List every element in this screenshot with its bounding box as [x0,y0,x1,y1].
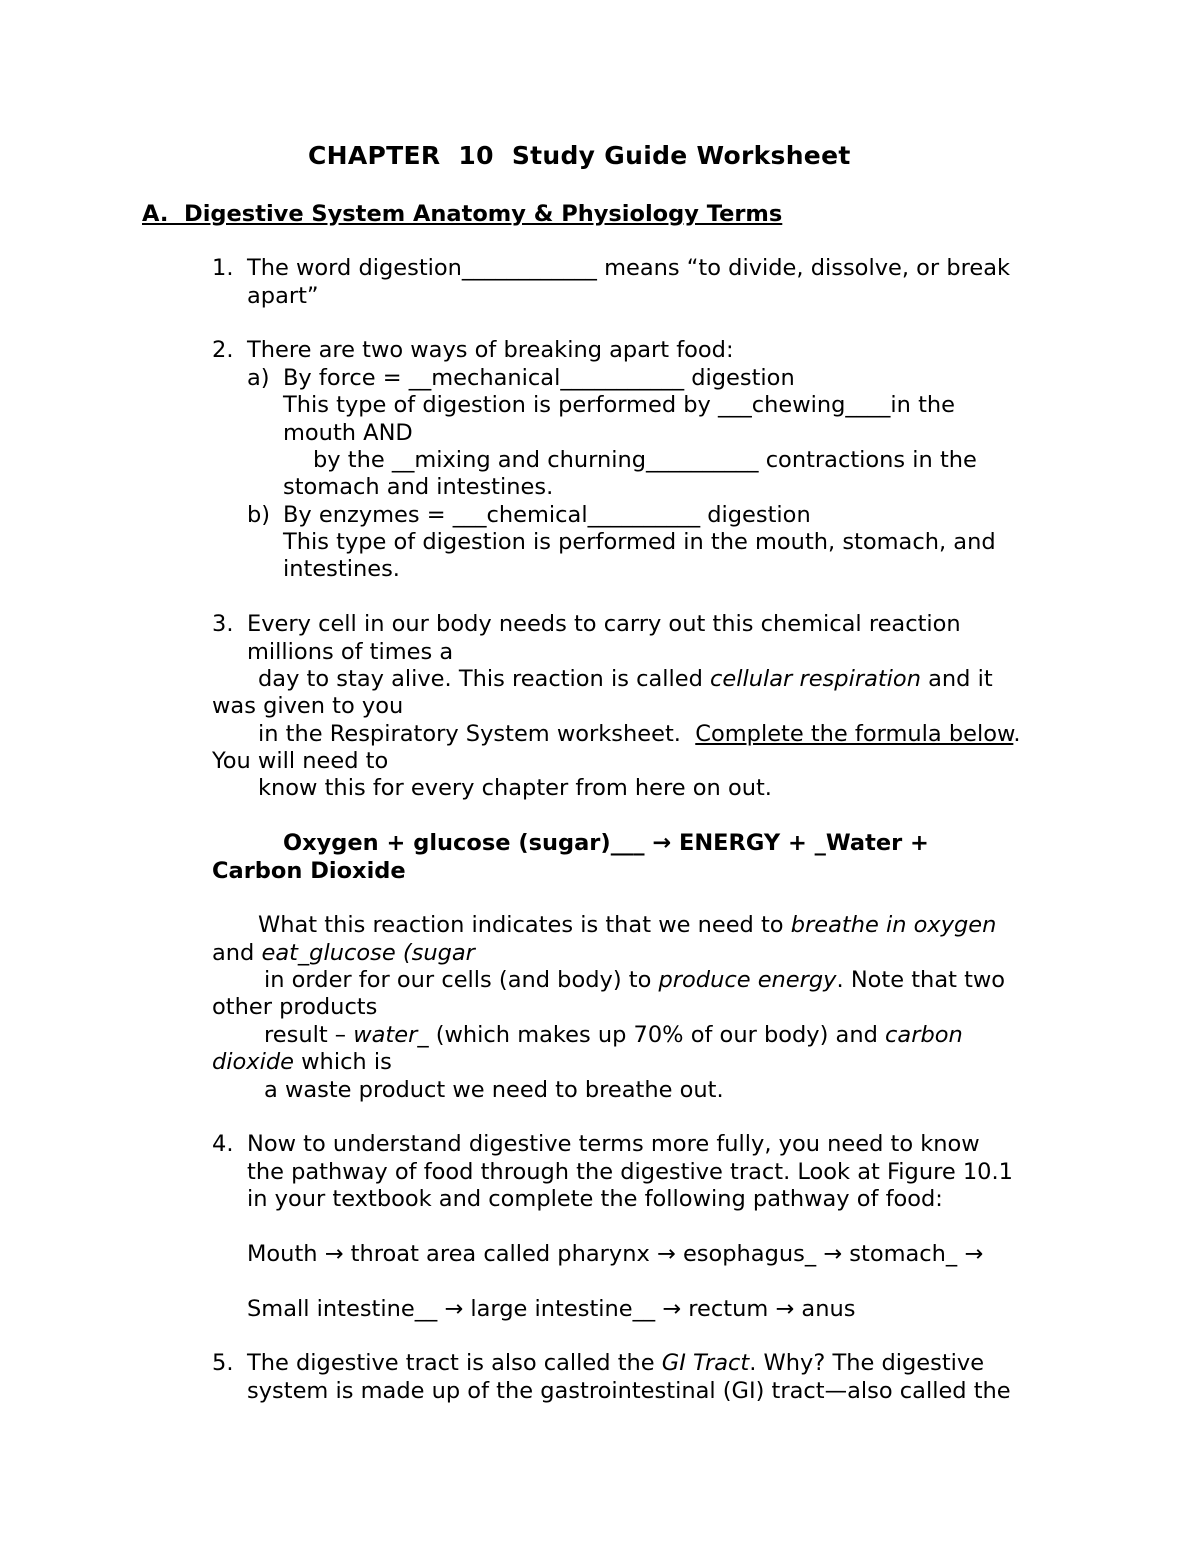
term-cellular-respiration: cellular respiration [710,666,921,692]
q2a-line2: This type of digestion is performed by ___chewing____in the [283,392,956,418]
q4-text-line1: Now to understand digestive terms more fully, you need to know [247,1131,980,1157]
q4-text-line2: the pathway of food through the digestive tract. Look at Figure 10.1 [247,1159,1013,1185]
q2-number: 2. [212,337,234,363]
q5-text-line2: system is made up of the gastrointestinal (GI) tract—also called the [247,1378,1011,1404]
q4-text-line3: in your textbook and complete the following pathway of food: [247,1186,943,1212]
q3-explanation-line6: dioxide which is [212,1049,392,1075]
respiration-formula-line1: Oxygen + glucose (sugar)___ → ENERGY + _Water + [283,830,929,856]
food-pathway-line2: Small intestine__ → large intestine__ → rectum → anus [247,1296,856,1322]
q1-text-line1: The word digestion____________ means “to divide, dissolve, or break [247,255,1011,281]
q3-explanation-line7: a waste product we need to breathe out. [264,1077,724,1103]
q5-text-line1: The digestive tract is also called the GI Tract. Why? The digestive [247,1350,985,1376]
q3-text-line6: You will need to [212,748,389,774]
page-title: CHAPTER 10 Study Guide Worksheet [308,141,851,170]
q2b-line2: This type of digestion is performed in the mouth, stomach, and [283,529,996,555]
q3-text-line5: in the Respiratory System worksheet. Complete the formula below. [258,721,1021,747]
respiration-formula-line2: Carbon Dioxide [212,858,406,884]
q3-text-line1: Every cell in our body needs to carry out this chemical reaction [247,611,961,637]
q5-number: 5. [212,1350,234,1376]
section-a-heading: A. Digestive System Anatomy & Physiology Terms [142,201,783,227]
q3-explanation-line4: other products [212,994,378,1020]
q3-text-line7: know this for every chapter from here on out. [258,775,772,801]
q3-explanation-line1: What this reaction indicates is that we need to breathe in oxygen [258,912,997,938]
q3-text-line3: day to stay alive. This reaction is called cellular respiration and it [258,666,993,692]
q1-number: 1. [212,255,234,281]
q4-number: 4. [212,1131,234,1157]
q2a-line5: stomach and intestines. [283,474,554,500]
q3-text-line2: millions of times a [247,639,454,665]
q3-number: 3. [212,611,234,637]
q2b-label: b) [247,502,271,528]
q2a-label: a) [247,365,270,391]
q2b-line1: By enzymes = ___chemical__________ digestion [283,502,811,528]
q2a-line3: mouth AND [283,420,413,446]
complete-formula-instruction: Complete the formula below [695,721,1014,747]
q2a-line1: By force = __mechanical___________ digestion [283,365,795,391]
q2-text-line1: There are two ways of breaking apart food: [247,337,734,363]
q2b-line3: intestines. [283,556,400,582]
q3-explanation-line5: result – water_ (which makes up 70% of our body) and carbon [264,1022,963,1048]
q3-explanation-line2: and eat_glucose (sugar [212,940,475,966]
q3-explanation-line3: in order for our cells (and body) to produce energy. Note that two [264,967,1006,993]
food-pathway-line1: Mouth → throat area called pharynx → esophagus_ → stomach_ → [247,1241,984,1267]
q2a-line4: by the __mixing and churning__________ contractions in the [313,447,977,473]
q3-text-line4: was given to you [212,693,404,719]
q1-text-line2: apart” [247,283,319,309]
